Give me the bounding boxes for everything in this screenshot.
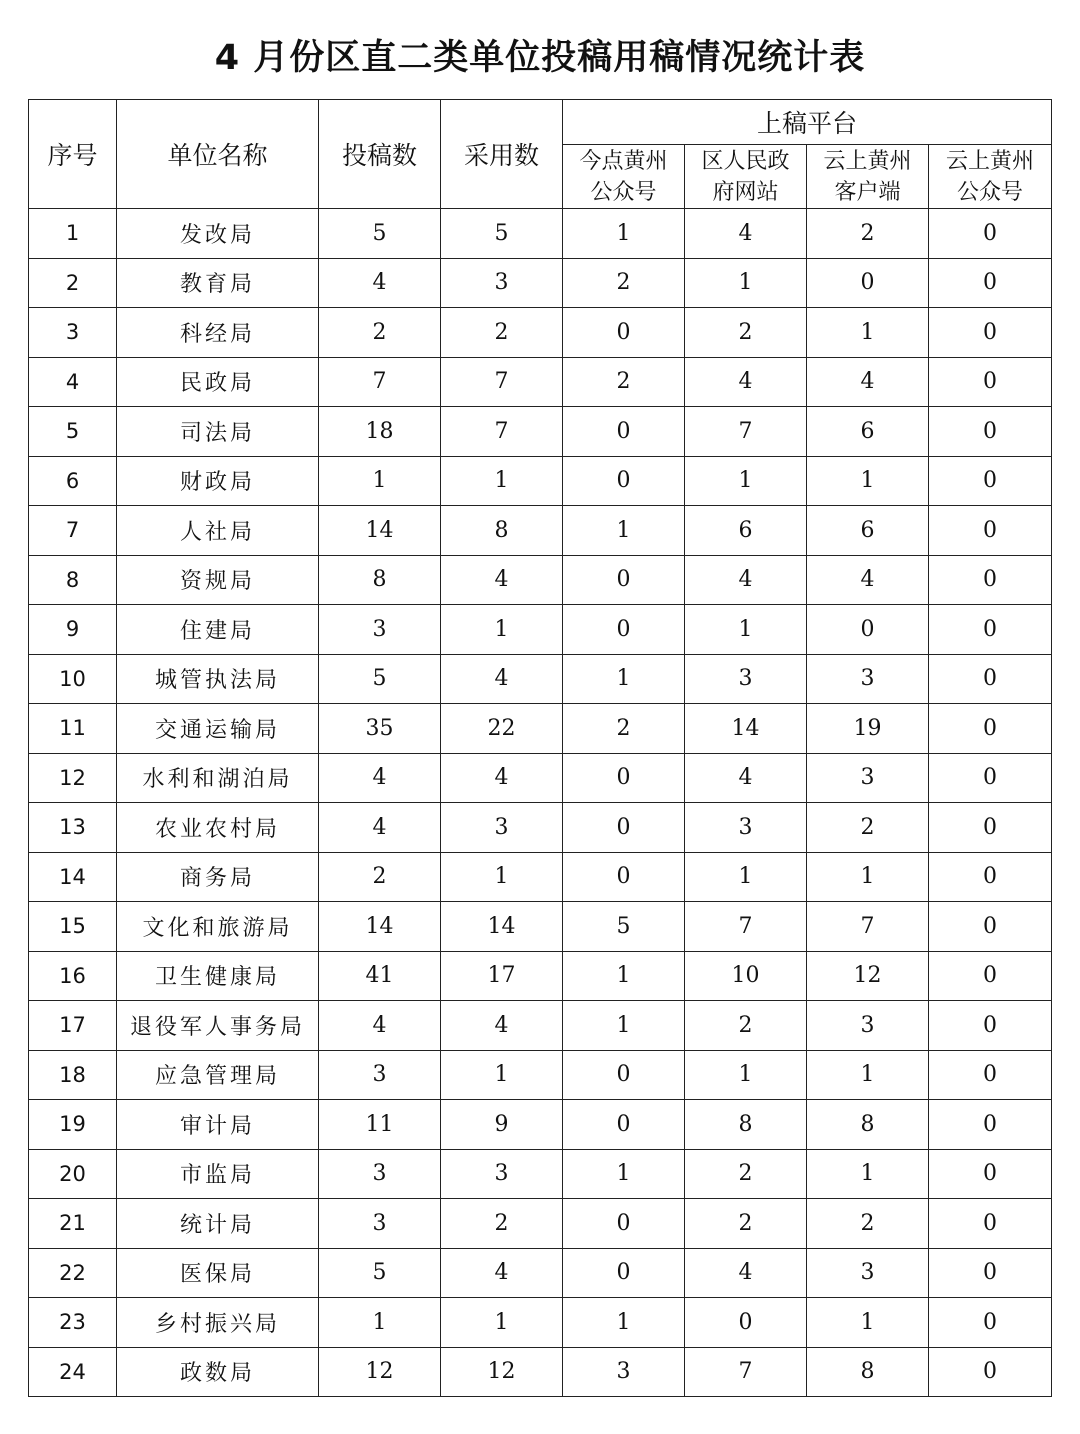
submitted-cell: 4 [319,1001,441,1051]
yunshang-wechat-cell: 0 [929,1347,1052,1397]
yunshang-wechat-cell: 0 [929,951,1052,1001]
table-row [29,1298,1052,1348]
gov-site-cell: 0 [685,1298,807,1348]
submitted-cell: 4 [319,258,441,308]
statistics-table [28,99,1052,1397]
yunshang-wechat-cell: 0 [929,605,1052,655]
seq-cell: 10 [29,654,117,704]
unit-name-cell: 商务局 [117,852,319,902]
header-platform-jindian-line2: 公众号 [590,179,657,205]
jindian-cell: 1 [563,1149,685,1199]
unit-name-cell: 农业农村局 [117,803,319,853]
yunshang-wechat-cell: 0 [929,1001,1052,1051]
yunshang-app-cell: 19 [807,704,929,754]
gov-site-cell: 1 [685,605,807,655]
gov-site-cell: 2 [685,1199,807,1249]
adopted-cell: 3 [441,1149,563,1199]
jindian-cell: 2 [563,704,685,754]
yunshang-app-cell: 7 [807,902,929,952]
seq-cell: 19 [29,1100,117,1150]
unit-name-cell: 退役军人事务局 [117,1001,319,1051]
unit-name-cell: 科经局 [117,308,319,358]
jindian-cell: 0 [563,308,685,358]
table-row [29,209,1052,259]
header-platform-gov-site-line1: 区人民政 [701,148,790,174]
jindian-cell: 2 [563,258,685,308]
jindian-cell: 0 [563,605,685,655]
table-row [29,407,1052,457]
unit-name-cell: 住建局 [117,605,319,655]
gov-site-cell: 14 [685,704,807,754]
seq-cell: 2 [29,258,117,308]
submitted-cell: 14 [319,902,441,952]
gov-site-cell: 4 [685,753,807,803]
unit-name-cell: 医保局 [117,1248,319,1298]
table-row [29,1347,1052,1397]
jindian-cell: 0 [563,803,685,853]
jindian-cell: 0 [563,1199,685,1249]
submitted-cell: 4 [319,803,441,853]
adopted-cell: 5 [441,209,563,259]
jindian-cell: 1 [563,1001,685,1051]
yunshang-app-cell: 2 [807,209,929,259]
adopted-cell: 1 [441,1050,563,1100]
yunshang-wechat-cell: 0 [929,1199,1052,1249]
table-row [29,605,1052,655]
unit-name-cell: 市监局 [117,1149,319,1199]
submitted-cell: 35 [319,704,441,754]
yunshang-app-cell: 8 [807,1347,929,1397]
seq-cell: 13 [29,803,117,853]
yunshang-app-cell: 1 [807,852,929,902]
yunshang-wechat-cell: 0 [929,1298,1052,1348]
gov-site-cell: 1 [685,456,807,506]
header-submitted: 投稿数 [319,100,441,209]
seq-cell: 20 [29,1149,117,1199]
gov-site-cell: 2 [685,1149,807,1199]
adopted-cell: 2 [441,1199,563,1249]
gov-site-cell: 10 [685,951,807,1001]
adopted-cell: 4 [441,555,563,605]
yunshang-app-cell: 6 [807,506,929,556]
yunshang-wechat-cell: 0 [929,407,1052,457]
yunshang-app-cell: 8 [807,1100,929,1150]
table-row [29,258,1052,308]
jindian-cell: 3 [563,1347,685,1397]
adopted-cell: 1 [441,605,563,655]
yunshang-app-cell: 1 [807,1149,929,1199]
submitted-cell: 14 [319,506,441,556]
table-row [29,357,1052,407]
header-platform-yunshang-wechat-line1: 云上黄州 [946,148,1035,174]
table-row [29,1100,1052,1150]
gov-site-cell: 4 [685,357,807,407]
submitted-cell: 3 [319,1149,441,1199]
submitted-cell: 11 [319,1100,441,1150]
unit-name-cell: 人社局 [117,506,319,556]
gov-site-cell: 2 [685,308,807,358]
yunshang-wechat-cell: 0 [929,258,1052,308]
yunshang-wechat-cell: 0 [929,209,1052,259]
header-platform-yunshang-app-line2: 客户端 [834,179,901,205]
unit-name-cell: 发改局 [117,209,319,259]
yunshang-app-cell: 4 [807,357,929,407]
table-row [29,1050,1052,1100]
yunshang-wechat-cell: 0 [929,1050,1052,1100]
unit-name-cell: 文化和旅游局 [117,902,319,952]
unit-name-cell: 司法局 [117,407,319,457]
gov-site-cell: 1 [685,852,807,902]
table-row [29,1199,1052,1249]
header-platform: 上稿平台 [563,100,1052,145]
submitted-cell: 1 [319,1298,441,1348]
yunshang-wechat-cell: 0 [929,902,1052,952]
yunshang-app-cell: 0 [807,258,929,308]
seq-cell: 8 [29,555,117,605]
yunshang-wechat-cell: 0 [929,704,1052,754]
table-row [29,456,1052,506]
yunshang-app-cell: 6 [807,407,929,457]
seq-cell: 18 [29,1050,117,1100]
header-adopted: 采用数 [441,100,563,209]
jindian-cell: 0 [563,753,685,803]
submitted-cell: 41 [319,951,441,1001]
unit-name-cell: 水利和湖泊局 [117,753,319,803]
adopted-cell: 1 [441,1298,563,1348]
header-platform-jindian [563,145,685,209]
submitted-cell: 2 [319,308,441,358]
unit-name-cell: 城管执法局 [117,654,319,704]
jindian-cell: 0 [563,852,685,902]
adopted-cell: 22 [441,704,563,754]
table-row [29,506,1052,556]
yunshang-app-cell: 3 [807,753,929,803]
header-platform-yunshang-app [807,145,929,209]
unit-name-cell: 卫生健康局 [117,951,319,1001]
submitted-cell: 8 [319,555,441,605]
seq-cell: 4 [29,357,117,407]
submitted-cell: 12 [319,1347,441,1397]
table-row [29,951,1052,1001]
adopted-cell: 4 [441,654,563,704]
yunshang-wechat-cell: 0 [929,555,1052,605]
submitted-cell: 3 [319,1050,441,1100]
jindian-cell: 1 [563,209,685,259]
gov-site-cell: 8 [685,1100,807,1150]
unit-name-cell: 资规局 [117,555,319,605]
yunshang-app-cell: 1 [807,456,929,506]
yunshang-wechat-cell: 0 [929,1248,1052,1298]
seq-cell: 15 [29,902,117,952]
gov-site-cell: 7 [685,1347,807,1397]
unit-name-cell: 民政局 [117,357,319,407]
submitted-cell: 5 [319,209,441,259]
seq-cell: 11 [29,704,117,754]
gov-site-cell: 4 [685,555,807,605]
yunshang-wechat-cell: 0 [929,654,1052,704]
yunshang-app-cell: 0 [807,605,929,655]
gov-site-cell: 2 [685,1001,807,1051]
gov-site-cell: 3 [685,654,807,704]
table-row [29,555,1052,605]
jindian-cell: 0 [563,407,685,457]
yunshang-app-cell: 1 [807,1298,929,1348]
table-row [29,308,1052,358]
unit-name-cell: 政数局 [117,1347,319,1397]
yunshang-app-cell: 3 [807,654,929,704]
table-row [29,753,1052,803]
submitted-cell: 1 [319,456,441,506]
jindian-cell: 5 [563,902,685,952]
yunshang-app-cell: 2 [807,803,929,853]
yunshang-app-cell: 2 [807,1199,929,1249]
submitted-cell: 3 [319,1199,441,1249]
seq-cell: 23 [29,1298,117,1348]
adopted-cell: 2 [441,308,563,358]
adopted-cell: 1 [441,456,563,506]
unit-name-cell: 教育局 [117,258,319,308]
seq-cell: 6 [29,456,117,506]
yunshang-wechat-cell: 0 [929,1149,1052,1199]
table-body [29,209,1052,1397]
gov-site-cell: 7 [685,407,807,457]
gov-site-cell: 4 [685,1248,807,1298]
yunshang-wechat-cell: 0 [929,456,1052,506]
table-row [29,704,1052,754]
adopted-cell: 3 [441,258,563,308]
gov-site-cell: 6 [685,506,807,556]
adopted-cell: 1 [441,852,563,902]
gov-site-cell: 7 [685,902,807,952]
seq-cell: 9 [29,605,117,655]
jindian-cell: 2 [563,357,685,407]
submitted-cell: 4 [319,753,441,803]
seq-cell: 1 [29,209,117,259]
gov-site-cell: 1 [685,258,807,308]
adopted-cell: 4 [441,1001,563,1051]
seq-cell: 17 [29,1001,117,1051]
table-row [29,803,1052,853]
page-title: 4 月份区直二类单位投稿用稿情况统计表 [214,38,866,78]
seq-cell: 5 [29,407,117,457]
jindian-cell: 0 [563,555,685,605]
table-row [29,1001,1052,1051]
yunshang-app-cell: 4 [807,555,929,605]
adopted-cell: 9 [441,1100,563,1150]
jindian-cell: 1 [563,951,685,1001]
submitted-cell: 3 [319,605,441,655]
table-header [29,100,1052,209]
adopted-cell: 4 [441,753,563,803]
adopted-cell: 7 [441,407,563,457]
adopted-cell: 14 [441,902,563,952]
yunshang-app-cell: 3 [807,1248,929,1298]
yunshang-app-cell: 3 [807,1001,929,1051]
header-seq: 序号 [29,100,117,209]
unit-name-cell: 乡村振兴局 [117,1298,319,1348]
unit-name-cell: 统计局 [117,1199,319,1249]
header-platform-yunshang-wechat [929,145,1052,209]
jindian-cell: 0 [563,1050,685,1100]
seq-cell: 21 [29,1199,117,1249]
unit-name-cell: 审计局 [117,1100,319,1150]
submitted-cell: 7 [319,357,441,407]
jindian-cell: 1 [563,1298,685,1348]
gov-site-cell: 4 [685,209,807,259]
header-unit-name: 单位名称 [117,100,319,209]
jindian-cell: 1 [563,506,685,556]
table-row [29,1149,1052,1199]
yunshang-app-cell: 1 [807,1050,929,1100]
jindian-cell: 0 [563,1100,685,1150]
seq-cell: 14 [29,852,117,902]
seq-cell: 24 [29,1347,117,1397]
yunshang-wechat-cell: 0 [929,1100,1052,1150]
adopted-cell: 3 [441,803,563,853]
seq-cell: 12 [29,753,117,803]
yunshang-wechat-cell: 0 [929,506,1052,556]
submitted-cell: 18 [319,407,441,457]
seq-cell: 7 [29,506,117,556]
yunshang-app-cell: 12 [807,951,929,1001]
header-platform-jindian-line1: 今点黄州 [579,148,668,174]
seq-cell: 16 [29,951,117,1001]
yunshang-wechat-cell: 0 [929,803,1052,853]
adopted-cell: 7 [441,357,563,407]
gov-site-cell: 1 [685,1050,807,1100]
jindian-cell: 0 [563,456,685,506]
adopted-cell: 4 [441,1248,563,1298]
table-row [29,902,1052,952]
seq-cell: 3 [29,308,117,358]
table-row [29,1248,1052,1298]
gov-site-cell: 3 [685,803,807,853]
submitted-cell: 5 [319,654,441,704]
unit-name-cell: 交通运输局 [117,704,319,754]
yunshang-app-cell: 1 [807,308,929,358]
submitted-cell: 5 [319,1248,441,1298]
adopted-cell: 8 [441,506,563,556]
jindian-cell: 1 [563,654,685,704]
yunshang-wechat-cell: 0 [929,308,1052,358]
yunshang-wechat-cell: 0 [929,357,1052,407]
table-row [29,852,1052,902]
header-platform-yunshang-app-line1: 云上黄州 [823,148,912,174]
seq-cell: 22 [29,1248,117,1298]
unit-name-cell: 财政局 [117,456,319,506]
adopted-cell: 12 [441,1347,563,1397]
yunshang-wechat-cell: 0 [929,753,1052,803]
header-platform-gov-site-line2: 府网站 [712,179,779,205]
adopted-cell: 17 [441,951,563,1001]
unit-name-cell: 应急管理局 [117,1050,319,1100]
jindian-cell: 0 [563,1248,685,1298]
yunshang-wechat-cell: 0 [929,852,1052,902]
header-platform-yunshang-wechat-line2: 公众号 [957,179,1024,205]
header-platform-gov-site [685,145,807,209]
submitted-cell: 2 [319,852,441,902]
table-row [29,654,1052,704]
